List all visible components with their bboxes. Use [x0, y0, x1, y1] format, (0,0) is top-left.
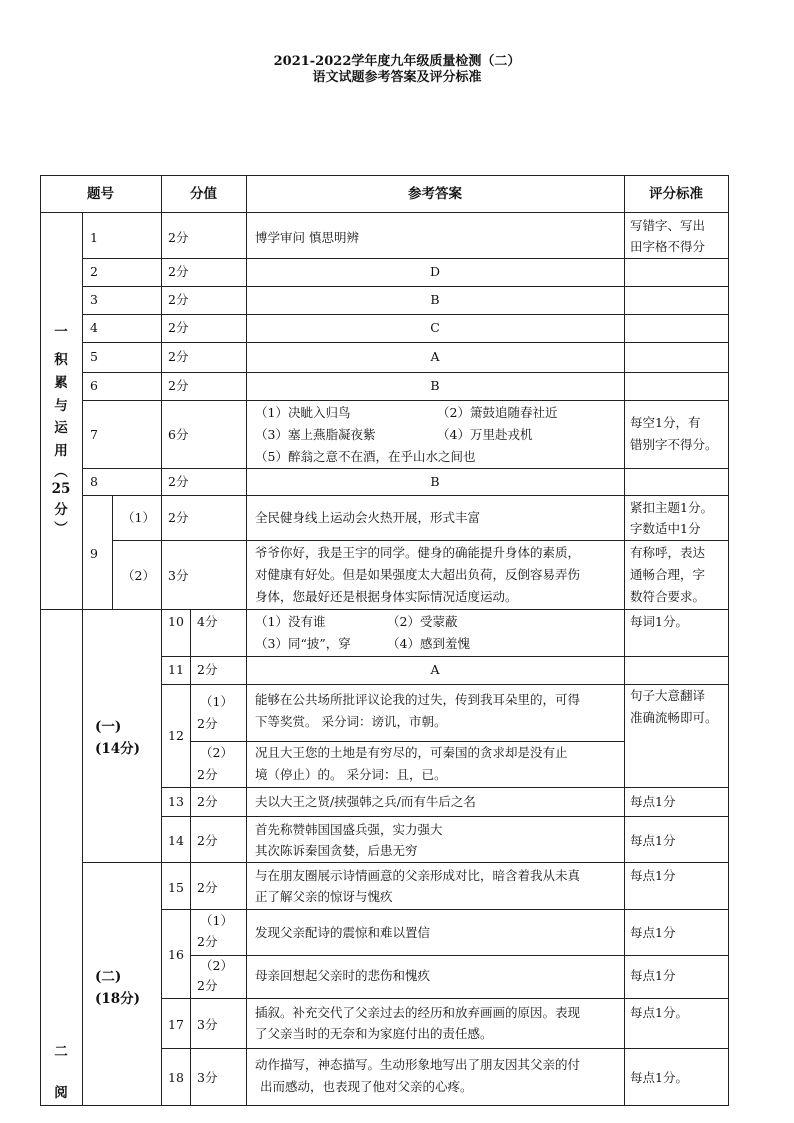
section1-char: 一	[54, 324, 68, 340]
q10-answer-item2: （2）受蒙蔽	[387, 614, 458, 629]
q9-sub1-answer: 全民健身线上运动会火热开展，形式丰富	[255, 510, 481, 525]
q16-sub2-answer: 母亲回想起父亲时的悲伤和愧疚	[255, 968, 431, 983]
q1-criteria-line1: 写错字、写出	[630, 218, 706, 233]
section1-char: ︵	[54, 464, 68, 480]
q10-criteria: 每词1分。	[630, 614, 688, 629]
q5-number: 5	[90, 349, 98, 364]
q14-score: 2分	[197, 833, 218, 848]
q10-score: 4分	[197, 614, 218, 629]
q7-answer-item5: （5）醉翁之意不在酒，在乎山水之间也	[255, 449, 476, 464]
q3-number: 3	[90, 292, 98, 307]
q10-answer-item4: （4）感到羞愧	[387, 636, 470, 651]
q15-criteria: 每点1分	[630, 868, 676, 883]
q1-number: 1	[90, 230, 98, 245]
document-subtitle: 语文试题参考答案及评分标准	[312, 70, 482, 85]
q12-sub2-score: 2分	[197, 767, 218, 782]
q16-number: 16	[168, 947, 184, 962]
q9-sub2-criteria-line1: 有称呼，表达	[630, 545, 706, 560]
q15-answer-line1: 与在朋友圈展示诗情画意的父亲形成对比，暗含着我从未真	[255, 868, 581, 883]
q14-answer-line2: 其次陈诉秦国贪婪，后患无穷	[255, 843, 418, 858]
q9-sub2-score: 3分	[168, 568, 189, 583]
q15-answer-line2: 正了解父亲的惊讶与愧疚	[255, 889, 393, 904]
q9-number: 9	[90, 546, 98, 561]
q9-sub1-score: 2分	[168, 510, 189, 525]
q1-criteria-line2: 田字格不得分	[630, 239, 706, 254]
q1-answer: 博学审问 慎思明辨	[255, 230, 359, 245]
q16-sub1-criteria: 每点1分	[630, 925, 676, 940]
q8-answer: B	[430, 474, 440, 489]
q14-answer-line1: 首先称赞韩国国盛兵强，实力强大	[255, 822, 443, 837]
header-answer: 参考答案	[408, 186, 462, 202]
section1-char: 分	[54, 502, 68, 518]
q12-sub1-answer-line2: 下等奖赏。 采分词：谤讥，市朝。	[255, 714, 447, 729]
q13-criteria: 每点1分	[630, 794, 676, 809]
q2-score: 2分	[168, 264, 189, 279]
q1-score: 2分	[168, 230, 189, 245]
q9-sub1-criteria-line2: 字数适中1分	[630, 521, 701, 536]
q17-answer-line1: 插叙。补充交代了父亲过去的经历和放弃画画的原因。表现	[255, 1005, 581, 1020]
q9-sub2-answer-line1: 爷爷你好，我是王宇的同学。健身的确能提升身体的素质，	[255, 545, 581, 560]
q6-answer: B	[430, 378, 440, 393]
q4-answer: C	[430, 320, 440, 335]
q4-score: 2分	[168, 320, 189, 335]
q5-score: 2分	[168, 349, 189, 364]
group1-label: (一)	[95, 719, 122, 735]
q12-sub1-score: 2分	[197, 716, 218, 731]
q18-number: 18	[168, 1070, 184, 1085]
q12-sub2-answer-line1: 况且大王您的土地是有穷尽的，可秦国的贪求却是没有止	[255, 745, 568, 760]
header-criteria: 评分标准	[649, 186, 703, 202]
q17-criteria: 每点1分。	[630, 1005, 688, 1020]
q7-answer-item2: （2）箫鼓追随春社近	[437, 405, 558, 420]
q6-score: 2分	[168, 378, 189, 393]
q12-criteria-line1: 句子大意翻译	[630, 688, 706, 703]
q16-sub1-score: 2分	[197, 934, 218, 949]
group2-label: (二)	[95, 969, 122, 985]
q5-answer: A	[430, 349, 440, 364]
q18-answer-line2: 出而感动，也表现了他对父亲的心疼。	[260, 1079, 473, 1094]
q12-sub1-label: （1）	[200, 694, 233, 709]
q15-score: 2分	[197, 880, 218, 895]
section1-char: 积	[54, 352, 68, 368]
q9-sub1-criteria-line1: 紧扣主题1分。	[630, 500, 713, 515]
section1-char: 用	[54, 443, 68, 459]
q10-answer-item3: （3）同“披”，穿	[255, 636, 351, 651]
header-score: 分值	[190, 186, 217, 202]
q8-score: 2分	[168, 474, 189, 489]
section1-char: 累	[54, 375, 68, 391]
q14-criteria: 每点1分	[630, 833, 676, 848]
q4-number: 4	[90, 320, 98, 335]
group1-score: (14分)	[95, 741, 141, 757]
section2-char: 阅	[54, 1085, 68, 1101]
q9-sub2-criteria-line2: 通畅合理，字	[630, 567, 706, 582]
q17-score: 3分	[197, 1017, 218, 1032]
q3-score: 2分	[168, 292, 189, 307]
q9-sub2-answer-line2: 对健康有好处。但是如果强度太大超出负荷，反倒容易弄伤	[255, 567, 581, 582]
q12-sub2-label: （2）	[200, 745, 233, 760]
q14-number: 14	[168, 833, 184, 848]
q10-number: 10	[168, 614, 184, 629]
q17-answer-line2: 了父亲当时的无奈和为家庭付出的责任感。	[255, 1026, 493, 1041]
q9-sub2-answer-line3: 身体，您最好还是根据身体实际情况适度运动。	[255, 589, 518, 604]
q9-sub1-label: （1）	[122, 510, 155, 525]
q18-score: 3分	[197, 1070, 218, 1085]
q13-number: 13	[168, 794, 184, 809]
q13-score: 2分	[197, 794, 218, 809]
document-title: 2021-2022学年度九年级质量检测（二）	[273, 54, 521, 69]
q16-sub2-score: 2分	[197, 978, 218, 993]
q18-answer-line1: 动作描写，神态描写。生动形象地写出了朋友因其父亲的付	[255, 1057, 581, 1072]
q8-number: 8	[90, 474, 98, 489]
q18-criteria: 每点1分。	[630, 1070, 688, 1085]
q7-criteria-line2: 错别字不得分。	[630, 437, 718, 452]
header-number: 题号	[87, 186, 114, 202]
q7-number: 7	[90, 427, 98, 442]
q7-answer-item3: （3）塞上燕脂凝夜紫	[255, 427, 376, 442]
q7-score: 6分	[168, 427, 189, 442]
q11-score: 2分	[197, 662, 218, 677]
q17-number: 17	[168, 1017, 184, 1032]
q16-sub2-label: （2）	[200, 958, 233, 973]
q16-sub1-label: （1）	[200, 913, 233, 928]
q11-number: 11	[168, 662, 184, 677]
q15-number: 15	[168, 880, 184, 895]
q11-answer: A	[430, 662, 440, 677]
q7-criteria-line1: 每空1分，有	[630, 415, 701, 430]
group2-score: (18分)	[95, 991, 141, 1007]
q16-sub2-criteria: 每点1分	[630, 968, 676, 983]
section1-char: 运	[54, 420, 68, 436]
q6-number: 6	[90, 378, 98, 393]
q12-sub2-answer-line2: 境（停止）的。 采分词：且，已。	[255, 767, 447, 782]
q16-sub1-answer: 发现父亲配诗的震惊和难以置信	[255, 925, 431, 940]
section2-char: 二	[54, 1044, 68, 1060]
q12-number: 12	[168, 728, 184, 743]
q10-answer-item1: （1）没有谁	[255, 614, 326, 629]
q13-answer: 夫以大王之贤/挟强韩之兵/而有牛后之名	[255, 794, 476, 809]
section1-char: 25	[51, 481, 71, 497]
q7-answer-item1: （1）决眦入归鸟	[255, 405, 351, 420]
q12-criteria-line2: 准确流畅即可。	[630, 710, 718, 725]
q9-sub2-criteria-line3: 数符合要求。	[630, 589, 706, 604]
q12-sub1-answer-line1: 能够在公共场所批评议论我的过失，传到我耳朵里的，可得	[255, 692, 581, 707]
q9-sub2-label: （2）	[122, 568, 155, 583]
q2-number: 2	[90, 264, 98, 279]
q3-answer: B	[430, 292, 440, 307]
section1-char: 与	[54, 398, 68, 414]
q2-answer: D	[429, 264, 441, 279]
q7-answer-item4: （4）万里赴戎机	[437, 427, 533, 442]
section1-char: ︶	[54, 521, 68, 537]
